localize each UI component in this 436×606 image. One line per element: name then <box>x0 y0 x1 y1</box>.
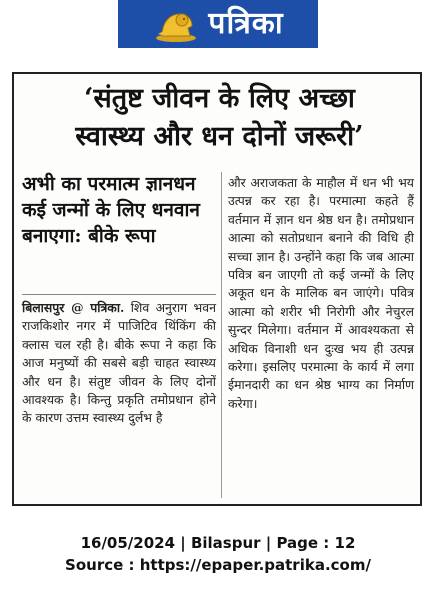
lion-emblem-icon <box>152 4 200 44</box>
column-divider <box>221 172 222 498</box>
footer-date-page: 16/05/2024 | Bilaspur | Page : 12 <box>80 534 356 552</box>
masthead <box>118 0 318 48</box>
source-footer <box>0 532 436 576</box>
section-divider <box>22 294 216 295</box>
brand-name: पत्रिका <box>208 6 284 41</box>
left-column-text: शिव अनुराग भवन राजकिशोर नगर में पाजिटिव थिंकिंग की क्लास चल रही है। बीके रूपा ने कहा कि आज मनुष्यों की सबसे बड़ी चाहत स्वास्थ्य और धन है। संतुष्ट जीवन के लिए दोनों आवश्यक है। किन्तु प्रकृति तमोप्रधान होने के कारण उत्तम स्वास्थ्य दुर्लभ है <box>22 300 216 426</box>
left-column <box>22 299 216 428</box>
footer-source-link[interactable]: Source : https://epaper.patrika.com/ <box>65 556 371 574</box>
headline-line-1: ‘संतुष्ट जीवन के लिए अच्छा <box>84 83 355 114</box>
dateline: बिलासपुर @ पत्रिका. <box>22 300 125 315</box>
headline <box>22 80 417 156</box>
subheadline: अभी का परमात्म ज्ञानधन कई जन्मों के लिए धनवान बनाएगा: बीके रूपा <box>22 173 200 247</box>
news-clipping <box>12 72 422 506</box>
headline-line-2: स्वास्थ्य और धन दोनों जरूरी’ <box>75 121 364 152</box>
right-column-text: और अराजकता के माहौल में धन भी भय उत्पन्न कर रहा है। परमात्मा कहते हैं वर्तमान में ज्ञान धन श्रेष्ठ धन है। तमोप्रधान आत्मा को सतोप्रधान बनाने की विधि ही सच्चा ज्ञान है। उन्होंने कहा कि जब आत्मा पवित्र बन जाएगी तो कई जन्मों के लिए अकूत धन के मालिक बन जाएंगे। पवित्र आत्मा को शरीर भी निरोगी और नेचुरल सुन्दर मिलेगा। वर्तमान में आवश्यकता से अधिक विनाशी धन दुःख भय ही उत्पन्न करेगा। इसलिए परमात्मा के कार्य में लगा ईमानदारी का धन श्रेष्ठ भाग्य का निर्माण करेगा। <box>228 175 414 411</box>
right-column <box>228 174 414 413</box>
